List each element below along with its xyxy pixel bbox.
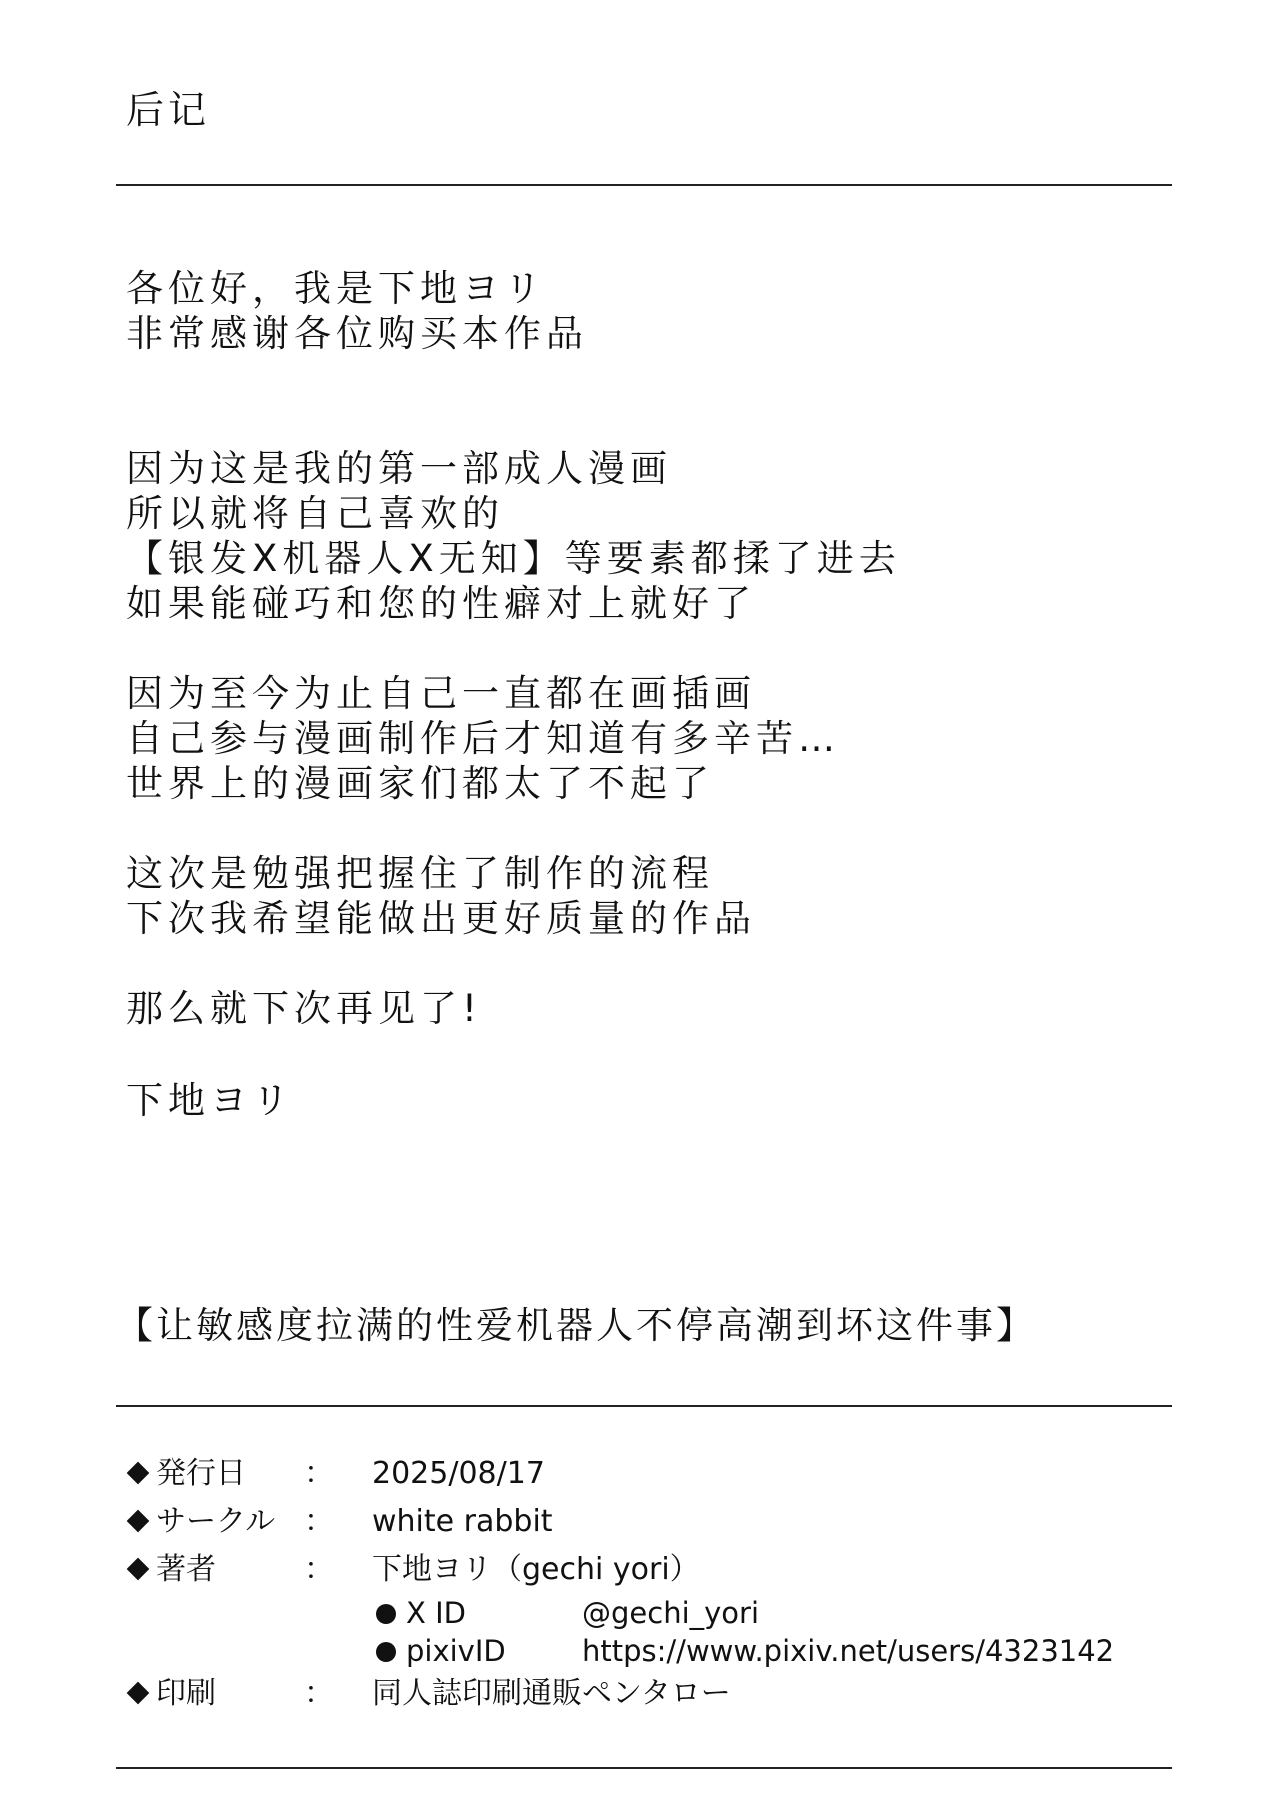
body-line: 因为这是我的第一部成人漫画 (126, 447, 672, 490)
signature: 下地ヨリ (126, 1079, 294, 1122)
colophon-label: 発行日 (156, 1456, 246, 1491)
circle-bullet-icon (376, 1604, 396, 1624)
x-id-value[interactable]: @gechi_yori (582, 1596, 760, 1630)
work-title: 【让敏感度拉满的性爱机器人不停高潮到坏这件事】 (116, 1304, 1036, 1347)
diamond-bullet-icon (127, 1557, 150, 1580)
paragraph-gap (126, 806, 901, 851)
publish-date: 2025/08/17 (372, 1456, 545, 1491)
colophon-colon: ： (304, 1676, 334, 1711)
body-line: 各位好，我是下地ヨリ (126, 267, 546, 310)
body-line: 世界上的漫画家们都太了不起了 (126, 762, 714, 805)
body-line: 如果能碰巧和您的性癖对上就好了 (126, 582, 756, 625)
paragraph-gap (126, 1031, 901, 1076)
colophon-colon: ： (304, 1504, 334, 1539)
colophon-colon: ： (304, 1456, 334, 1491)
diamond-bullet-icon (127, 1509, 150, 1532)
pixiv-id-label: pixivID (406, 1634, 506, 1668)
body-line: 那么就下次再见了! (126, 987, 482, 1030)
paragraph-gap (126, 356, 901, 446)
colophon-colon: ： (304, 1552, 334, 1587)
circle-bullet-icon (376, 1642, 396, 1662)
pixiv-url[interactable]: https://www.pixiv.net/users/4323142 (582, 1634, 1115, 1668)
body-line: 这次是勉强把握住了制作的流程 (126, 852, 714, 895)
body-line: 所以就将自己喜欢的 (126, 492, 504, 535)
paragraph-gap (126, 626, 901, 671)
circle-name: white rabbit (372, 1504, 553, 1539)
diamond-bullet-icon (127, 1681, 150, 1704)
afterword-body (126, 266, 901, 1076)
colophon-label: 印刷 (156, 1676, 216, 1711)
colophon-label: サークル (156, 1504, 276, 1539)
body-line: 【银发X机器人X无知】等要素都揉了进去 (126, 537, 901, 580)
bottom-divider (116, 1767, 1172, 1769)
diamond-bullet-icon (127, 1461, 150, 1484)
body-line: 因为至今为止自己一直都在画插画 (126, 672, 756, 715)
printer-name: 同人誌印刷通販ペンタロー (372, 1676, 731, 1711)
body-line: 非常感谢各位购买本作品 (126, 312, 588, 355)
paragraph-gap (126, 941, 901, 986)
top-divider (116, 184, 1172, 186)
colophon-label: 著者 (156, 1552, 216, 1587)
x-id-label: X ID (406, 1596, 466, 1630)
body-line: 自己参与漫画制作后才知道有多辛苦… (126, 717, 840, 760)
author-name: 下地ヨリ（gechi yori） (372, 1552, 700, 1587)
afterword-heading: 后记 (126, 88, 211, 132)
body-line: 下次我希望能做出更好质量的作品 (126, 897, 756, 940)
colophon-top-divider (116, 1405, 1172, 1407)
